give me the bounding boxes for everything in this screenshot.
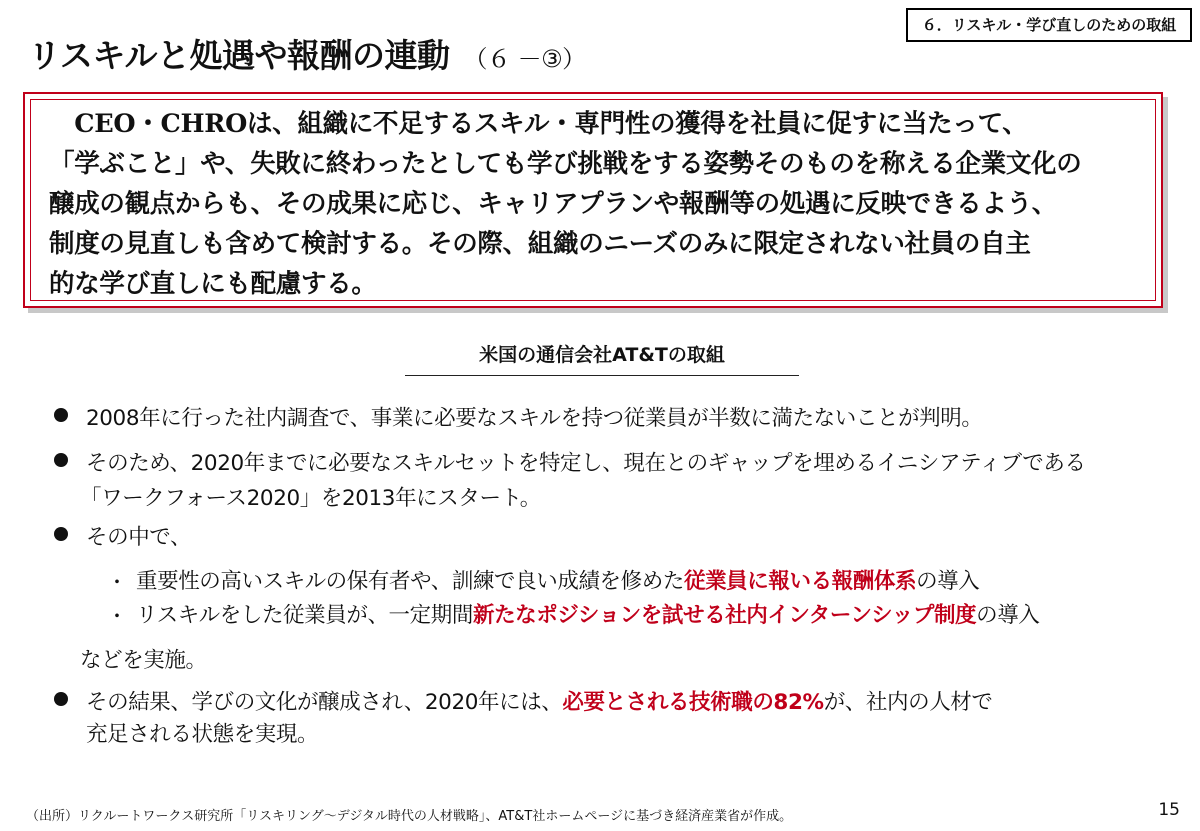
sub-bullet-marker: ・ <box>107 604 127 628</box>
source-note: （出所）リクルートワークス研究所「リスキリング～デジタル時代の人材戦略」、AT&T社ホームページに基づき経済産業省が作成。 <box>26 809 793 824</box>
sub-bullet-marker: ・ <box>107 570 127 594</box>
sub-item-text: の導入 <box>976 603 1040 628</box>
page-title-main: リスキルと処遇や報酬の連動 <box>28 36 450 75</box>
sub-item-compensation <box>136 564 979 595</box>
sub-item-text: の導入 <box>916 569 980 594</box>
sub-item-internship <box>136 598 1039 629</box>
page-number: 15 <box>1158 800 1180 820</box>
case-study-heading: 米国の通信会社AT&Tの取組 <box>405 340 799 376</box>
bullet-item-initiative-line1: そのため、2020年までに必要なスキルセットを特定し、現在とのギャップを埋めるイニシアティブである <box>86 451 1086 476</box>
bullet-item-result-line2: 充足される状態を実現。 <box>86 722 319 747</box>
key-message-line: 醸成の観点からも、その成果に応じ、キャリアプランや報酬等の処遇に反映できるよう、 <box>49 189 1058 219</box>
bullet-item-result <box>86 685 993 716</box>
key-message-line: 的な学び直しにも配慮する。 <box>49 269 377 299</box>
page-title <box>28 30 586 77</box>
bullet-dot-icon <box>54 453 68 467</box>
sub-item-text: 重要性の高いスキルの保有者や、訓練で良い成績を修めた <box>136 569 684 594</box>
section-tag: ６．リスキル・学び直しのための取組 <box>906 8 1192 42</box>
bullet-item-measures: その中で、 <box>86 525 192 550</box>
measures-conclusion: などを実施。 <box>80 648 207 673</box>
highlight-internship: 新たなポジションを試せる社内インターンシップ制度 <box>472 603 977 628</box>
bullet-dot-icon <box>54 527 68 541</box>
bullet-dot-icon <box>54 408 68 422</box>
highlight-result: 必要とされる技術職の82% <box>562 690 824 715</box>
result-text: が、社内の人材で <box>823 690 993 715</box>
key-message-box <box>23 92 1163 308</box>
result-text: その結果、学びの文化が醸成され、2020年には、 <box>86 690 563 715</box>
bullet-item-initiative-line2: 「ワークフォース2020」を2013年にスタート。 <box>80 486 541 511</box>
key-message-text <box>49 104 1139 304</box>
key-message-line: 「学ぶこと」や、失敗に終わったとしても学び挑戦をする姿勢そのものを称える企業文化の <box>49 149 1082 179</box>
key-message-line: 制度の見直しも含めて検討する。その際、組織のニーズのみに限定されない社員の自主 <box>49 229 1031 259</box>
highlight-compensation: 従業員に報いる報酬体系 <box>683 569 917 594</box>
page-title-sub: （６ －③） <box>463 45 586 73</box>
sub-item-text: リスキルをした従業員が、一定期間 <box>136 603 473 628</box>
key-message-line: CEO・CHROは、組織に不足するスキル・専門性の獲得を社員に促すに当たって、 <box>49 109 1028 139</box>
bullet-dot-icon <box>54 692 68 706</box>
bullet-item-survey: 2008年に行った社内調査で、事業に必要なスキルを持つ従業員が半数に満たないことが判明。 <box>86 406 983 431</box>
